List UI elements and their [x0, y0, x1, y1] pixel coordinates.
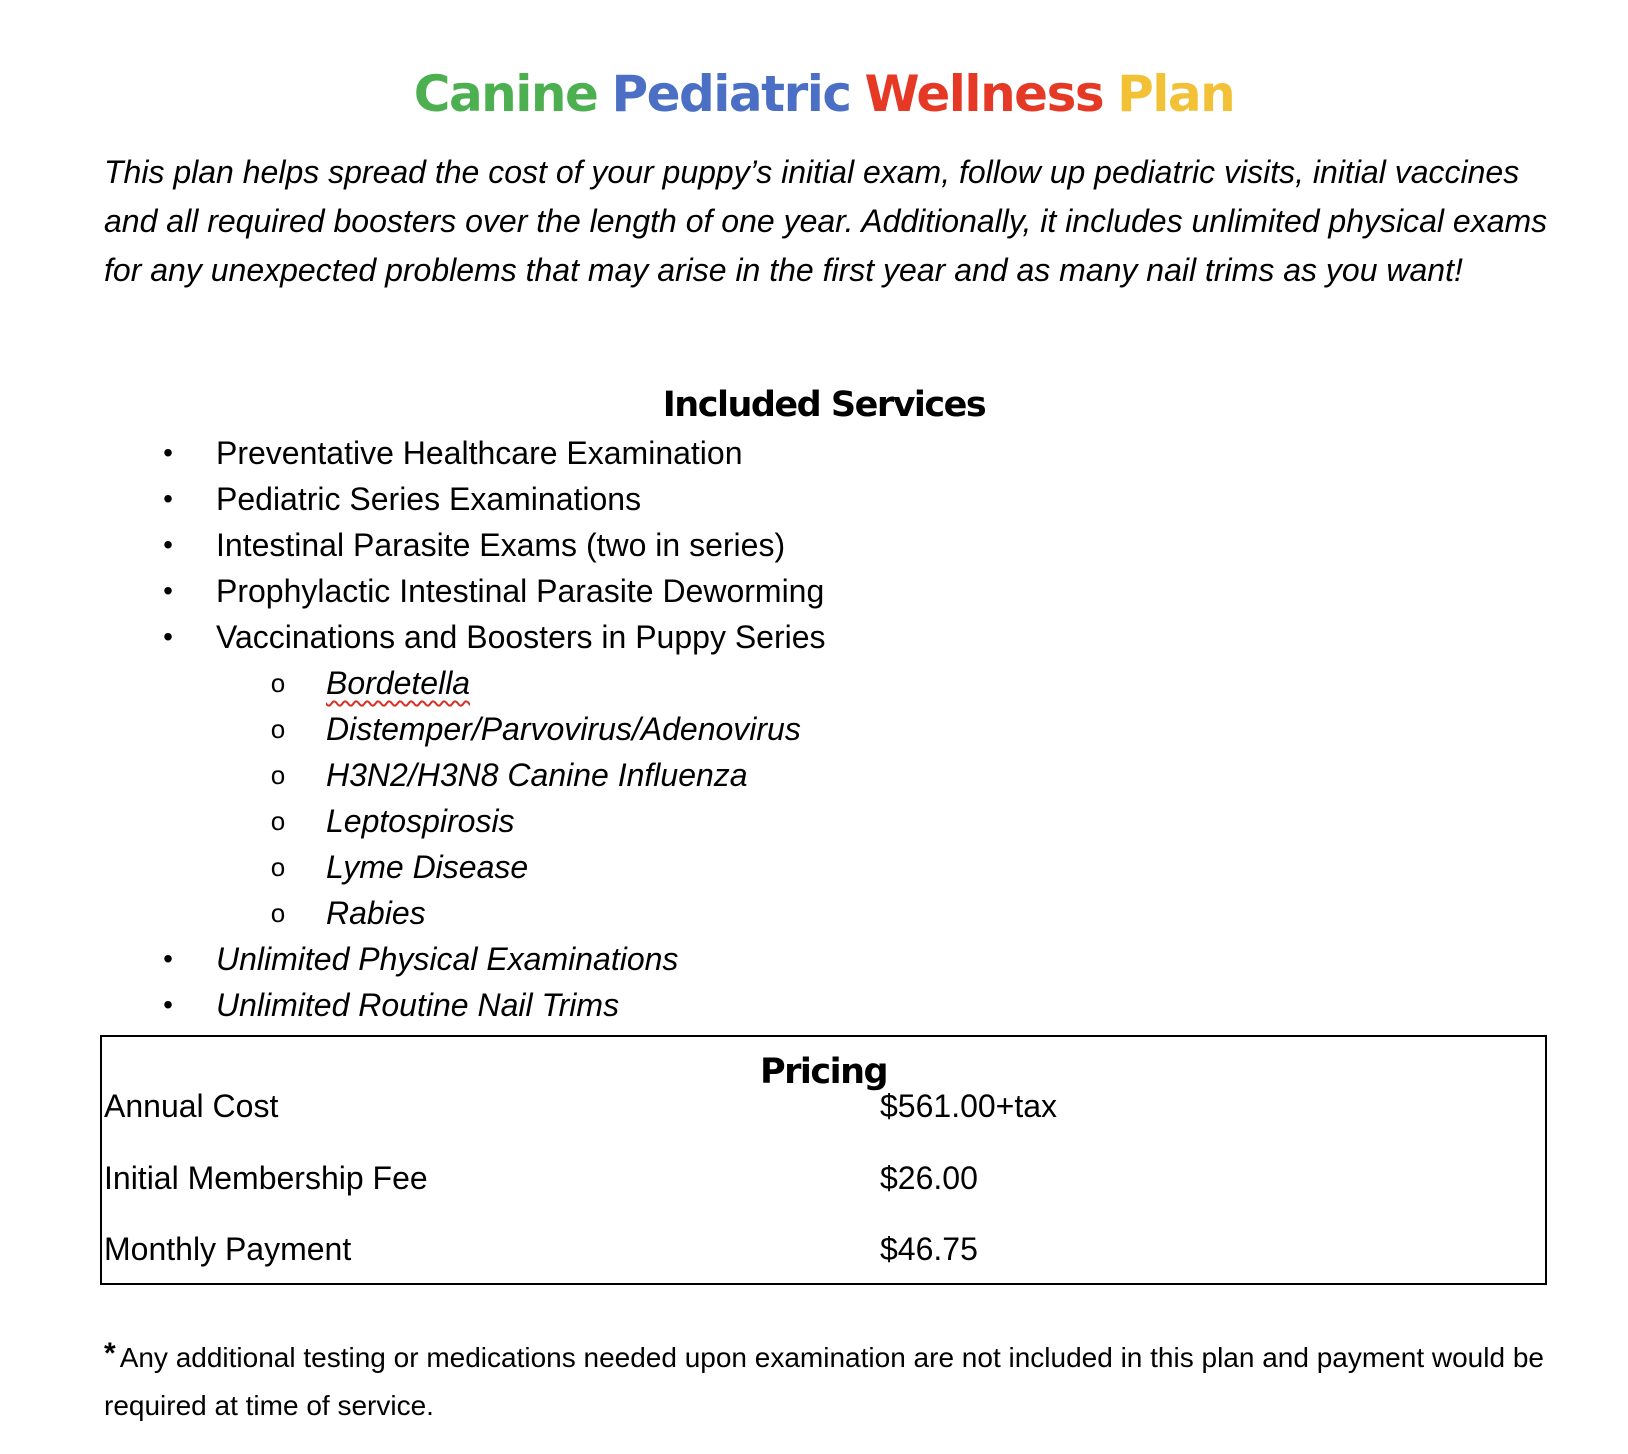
service-label: Prophylactic Intestinal Parasite Deworming	[216, 573, 825, 609]
price-label: Initial Membership Fee	[104, 1160, 428, 1196]
intro-paragraph: This plan helps spread the cost of your puppy’s initial exam, follow up pediatric visits, initial vaccines and all required boosters over the length of one year. Additionally, it includes unlimited physical exams for any unexpected problems that may arise in the first year and as many nail trims as you want!	[104, 154, 1548, 288]
circle-bullet-icon: o	[270, 898, 286, 928]
vaccine-item-distemper	[0, 706, 1628, 752]
price-value: $46.75	[880, 1231, 978, 1267]
price-label: Monthly Payment	[104, 1231, 352, 1267]
price-row-annual-cost	[104, 1084, 1544, 1128]
service-label: Preventative Healthcare Examination	[216, 435, 743, 471]
service-item-pediatric-exams	[0, 476, 1628, 522]
page-title	[0, 54, 1628, 134]
bullet-icon: •	[163, 575, 173, 606]
asterisk-icon: *	[104, 1337, 116, 1370]
bullet-icon: •	[163, 529, 173, 560]
price-row-membership-fee	[104, 1156, 1544, 1200]
bullet-icon: •	[163, 989, 173, 1020]
circle-bullet-icon: o	[270, 806, 286, 836]
service-item-deworming	[0, 568, 1628, 614]
vaccine-label: Lyme Disease	[326, 849, 529, 885]
service-item-nail-trims	[0, 982, 1628, 1028]
vaccine-label: Bordetella	[326, 665, 471, 701]
title-word-pediatric: Pediatric	[611, 65, 851, 123]
title-word-plan: Plan	[1117, 65, 1235, 123]
pricing-table	[100, 1035, 1547, 1285]
vaccine-item-lyme	[0, 844, 1628, 890]
title-word-canine: Canine	[413, 65, 598, 123]
bullet-icon: •	[163, 943, 173, 974]
footnote	[104, 1330, 1574, 1430]
circle-bullet-icon: o	[270, 668, 286, 698]
price-value: $26.00	[880, 1160, 978, 1196]
title-word-wellness: Wellness	[864, 65, 1104, 123]
service-label: Unlimited Routine Nail Trims	[216, 987, 620, 1023]
vaccine-item-leptospirosis	[0, 798, 1628, 844]
circle-bullet-icon: o	[270, 714, 286, 744]
price-value: $561.00+tax	[880, 1088, 1058, 1124]
included-services-heading: Included Services	[662, 385, 986, 425]
vaccine-label: Leptospirosis	[326, 803, 515, 839]
service-label: Vaccinations and Boosters in Puppy Series	[216, 619, 826, 655]
service-item-parasite-exams	[0, 522, 1628, 568]
service-item-vaccinations	[0, 614, 1628, 660]
vaccine-item-bordetella	[0, 660, 1628, 706]
pricing-heading: Pricing	[759, 1052, 888, 1092]
service-item-unlimited-exams	[0, 936, 1628, 982]
circle-bullet-icon: o	[270, 760, 286, 790]
price-label: Annual Cost	[104, 1088, 279, 1124]
price-row-monthly-payment	[104, 1227, 1544, 1271]
service-label: Pediatric Series Examinations	[216, 481, 642, 517]
service-item-preventative-exam	[0, 430, 1628, 476]
vaccine-label: Distemper/Parvovirus/Adenovirus	[326, 711, 801, 747]
service-label: Intestinal Parasite Exams (two in series)	[216, 527, 786, 563]
services-list	[0, 430, 1628, 1028]
bullet-icon: •	[163, 437, 173, 468]
circle-bullet-icon: o	[270, 852, 286, 882]
vaccine-item-influenza	[0, 752, 1628, 798]
vaccine-label: Rabies	[326, 895, 426, 931]
footnote-text: Any additional testing or medications needed upon examination are not included in this plan and payment would be required at time of service.	[104, 1342, 1544, 1421]
bullet-icon: •	[163, 483, 173, 514]
vaccine-label: H3N2/H3N8 Canine Influenza	[326, 757, 748, 793]
vaccine-item-rabies	[0, 890, 1628, 936]
bullet-icon: •	[163, 621, 173, 652]
service-label: Unlimited Physical Examinations	[216, 941, 679, 977]
